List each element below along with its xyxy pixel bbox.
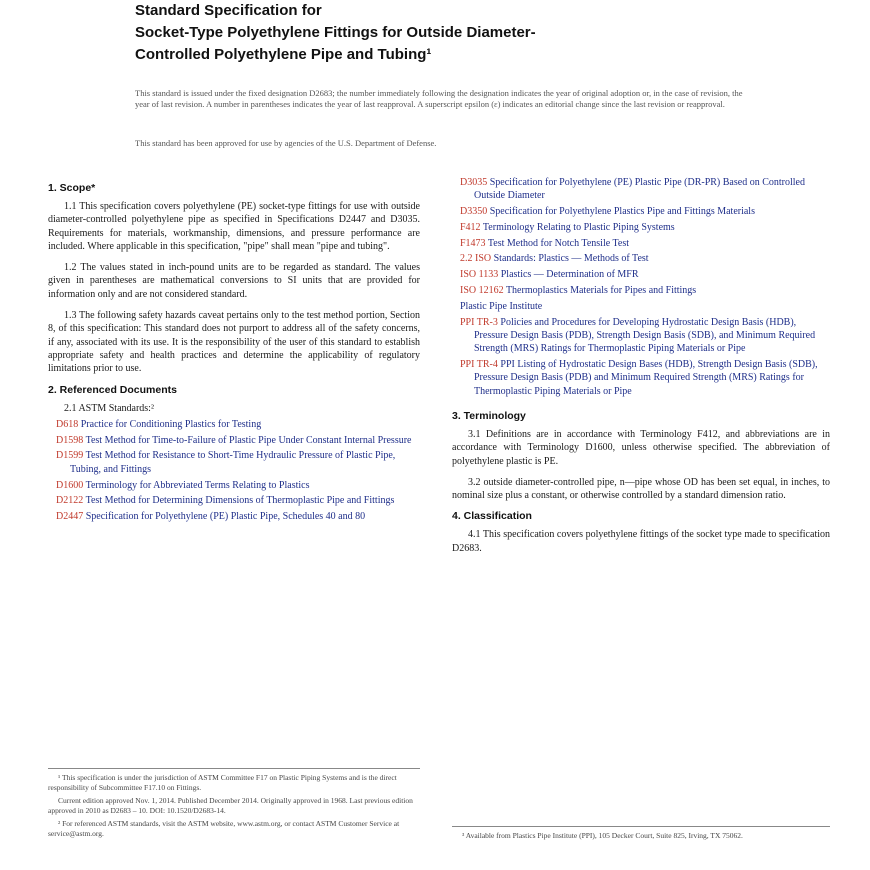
- reference-code[interactable]: D3035: [460, 177, 488, 188]
- reference-item[interactable]: [452, 252, 830, 265]
- reference-code[interactable]: D1598: [56, 434, 84, 446]
- paragraph-2-1: 2.1 ASTM Standards:²: [64, 402, 154, 414]
- reference-title[interactable]: Policies and Procedures for Developing Hydrostatic Design Basis (HDB), Pressure Design Basis (PDB), Strength Design Basis (SDB), and Minimum Required Strength (MRS) Ratings for Thermoplastic Piping Materials or Pipe: [474, 316, 816, 355]
- section-heading-scope: 1. Scope*: [48, 182, 96, 194]
- reference-item[interactable]: [452, 300, 830, 313]
- reference-title[interactable]: Specification for Polyethylene (PE) Plastic Pipe (DR-PR) Based on Controlled Outside Diameter: [474, 177, 805, 202]
- reference-code[interactable]: F1473: [460, 237, 486, 249]
- section-heading-terminology: 3. Terminology: [452, 409, 526, 422]
- left-column: [48, 176, 420, 526]
- paragraph-1-1: 1.1 This specification covers polyethylene (PE) socket-type fittings for use with outside diameter-controlled polyethylene pipe as specified in Specifications D2447 and D3035. Requirements for materials, workmanship, dimensions, and pressure performance are included. Where applicable in this specification, "pipe" shall mean "pipe and tubing".: [48, 201, 420, 252]
- footnote: Current edition approved Nov. 1, 2014. Published December 2014. Originally approved in 1968. Last previous edition approved in 2010 as D2683 – 10. DOI: 10.1520/D2683-14.: [48, 796, 413, 815]
- reference-code[interactable]: D618: [56, 418, 79, 430]
- reference-code[interactable]: PPI TR-3: [460, 316, 498, 328]
- reference-code[interactable]: D1600: [56, 479, 84, 491]
- reference-item[interactable]: [452, 221, 830, 234]
- title-block: [135, 0, 755, 66]
- reference-item[interactable]: [452, 237, 830, 250]
- reference-code[interactable]: ISO 12162: [460, 285, 504, 297]
- doc-title-line-1: Standard Specification for: [135, 2, 322, 19]
- paragraph-4-1: 4.1 This specification covers polyethylene fittings of the socket type made to specification D2683.: [452, 529, 830, 554]
- reference-title[interactable]: Terminology Relating to Plastic Piping Systems: [482, 221, 675, 233]
- reference-title[interactable]: PPI Listing of Hydrostatic Design Bases (HDB), Strength Design Basis (SDB), Pressure Design Basis (PDB) and Minimum Required Strength (MRS) Ratings for Thermoplastic Piping Materials or Pipe: [474, 359, 818, 397]
- reference-title[interactable]: Test Method for Determining Dimensions of Thermoplastic Pipe and Fittings: [85, 495, 395, 507]
- footnote: ² For referenced ASTM standards, visit the ASTM website, www.astm.org, or contact ASTM Customer Service at service@astm.org.: [48, 819, 400, 838]
- reference-item[interactable]: [48, 449, 420, 476]
- reference-title[interactable]: Standards: Plastics — Methods of Test: [493, 253, 649, 265]
- reference-item[interactable]: [48, 418, 420, 431]
- reference-title[interactable]: Plastic Pipe Institute: [460, 300, 543, 312]
- right-footnotes: [452, 826, 830, 845]
- doc-title-line-3: Controlled Polyethylene Pipe and Tubing¹: [135, 46, 432, 63]
- approval-notice: This standard has been approved for use by agencies of the U.S. Department of Defense.: [135, 138, 437, 148]
- reference-code[interactable]: D2122: [56, 495, 84, 507]
- paragraph-3-1: 3.1 Definitions are in accordance with Terminology F412, and abbreviations are in accordance with Terminology D1600, unless otherwise specified. The abbreviation of polyethylene plastic is PE.: [452, 428, 830, 467]
- reference-item[interactable]: [48, 494, 420, 507]
- reference-item[interactable]: [452, 205, 830, 218]
- reference-code[interactable]: PPI TR-4: [460, 359, 498, 371]
- footnote: ¹ This specification is under the jurisdiction of ASTM Committee F17 on Plastic Piping Systems and is the direct responsibility of Subcommittee F17.10 on Fittings.: [48, 773, 397, 792]
- reference-item[interactable]: [452, 316, 830, 356]
- reference-title[interactable]: Test Method for Time-to-Failure of Plastic Pipe Under Constant Internal Pressure: [85, 434, 412, 446]
- section-heading-referenced-documents: 2. Referenced Documents: [48, 383, 177, 396]
- reference-item[interactable]: [48, 479, 420, 492]
- left-footnotes: [48, 768, 420, 842]
- reference-code[interactable]: 2.2 ISO: [460, 253, 492, 265]
- right-column: [452, 176, 830, 563]
- reference-item[interactable]: [452, 358, 830, 398]
- reference-item[interactable]: [48, 510, 420, 523]
- reference-title[interactable]: Terminology for Abbreviated Terms Relating to Plastics: [85, 479, 310, 491]
- reference-title[interactable]: Test Method for Resistance to Short-Time Hydraulic Pressure of Plastic Pipe, Tubing, and Fittings: [70, 450, 396, 475]
- paragraph-1-3: 1.3 The following safety hazards caveat pertains only to the test method portion, Section 8, of this specification: This standard does not purport to address all of the safety concerns, if any, associated with its use. It is the responsibility of the user of this standard to establish appropriate safety and health practices and determine the applicability of regulatory limitations prior to use.: [48, 310, 420, 375]
- paragraph-1-2: 1.2 The values stated in inch-pound units are to be regarded as standard. The values given in parentheses are mathematical conversions to SI units that are provided for information only and are not considered standard.: [48, 262, 420, 300]
- reference-code[interactable]: D1599: [56, 450, 84, 462]
- reference-item[interactable]: [452, 176, 830, 203]
- reference-title[interactable]: Specification for Polyethylene Plastics Pipe and Fittings Materials: [489, 206, 755, 218]
- reference-item[interactable]: [452, 268, 830, 281]
- reference-code[interactable]: ISO 1133: [460, 269, 499, 281]
- reference-item[interactable]: [452, 284, 830, 297]
- footnote: ³ Available from Plastics Pipe Institute (PPI), 105 Decker Court, Suite 825, Irving, TX 75062.: [462, 831, 743, 840]
- section-heading-classification: 4. Classification: [452, 510, 532, 523]
- reference-title[interactable]: Test Method for Notch Tensile Test: [487, 237, 630, 249]
- reference-code[interactable]: D3350: [460, 206, 488, 218]
- reference-code[interactable]: F412: [460, 221, 481, 233]
- reference-title[interactable]: Practice for Conditioning Plastics for Testing: [80, 418, 262, 430]
- reference-title[interactable]: Plastics — Determination of MFR: [500, 269, 639, 281]
- reference-title[interactable]: Specification for Polyethylene (PE) Plastic Pipe, Schedules 40 and 80: [85, 511, 366, 523]
- reference-title[interactable]: Thermoplastics Materials for Pipes and Fittings: [505, 285, 697, 297]
- doc-title-line-2: Socket-Type Polyethylene Fittings for Outside Diameter-: [135, 24, 536, 41]
- issuance-notice: This standard is issued under the fixed designation D2683; the number immediately following the designation indicates the year of original adoption or, in the case of revision, the year of last revision. A number in parentheses indicates the year of last reapproval. A superscript epsilon (ε) indicates an editorial change since the last revision or reapproval.: [135, 88, 743, 109]
- reference-item[interactable]: [48, 434, 420, 447]
- reference-code[interactable]: D2447: [56, 511, 84, 523]
- paragraph-3-2: 3.2 outside diameter-controlled pipe, n—pipe whose OD has been set equal, in inches, to nominal size plus a constant, or otherwise controlled by a standard dimension ratio.: [452, 476, 830, 502]
